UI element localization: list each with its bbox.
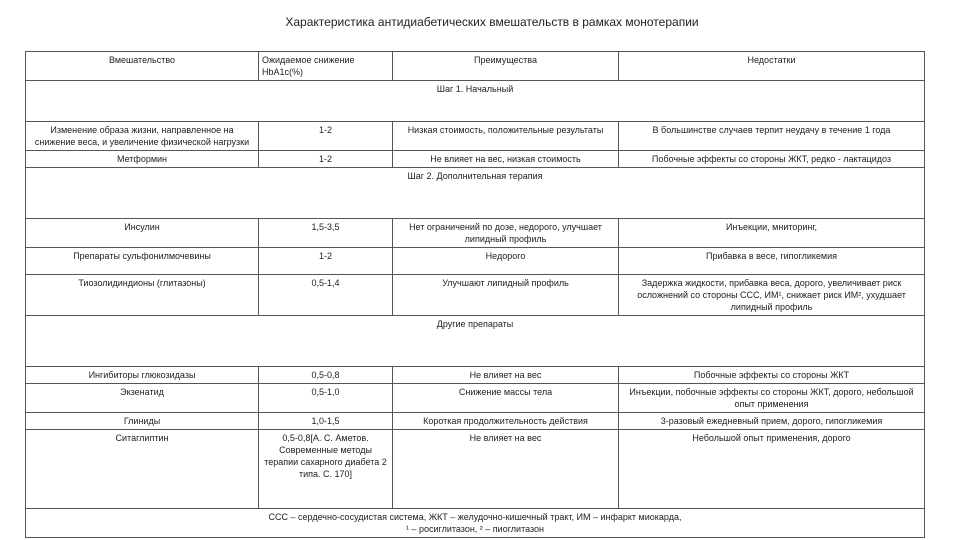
cell-pros: Не влияет на вес, низкая стоимость — [393, 151, 619, 168]
table-row — [26, 248, 925, 275]
table-row — [26, 413, 925, 430]
header-intervention: Вмешательство — [26, 52, 259, 81]
cell-cons: Побочные эффекты со стороны ЖКТ, редко - лактацидоз — [619, 151, 925, 168]
cell-intervention: Тиозолидиндионы (глитазоны) — [26, 275, 259, 316]
table-row — [26, 219, 925, 248]
header-cons: Недостатки — [619, 52, 925, 81]
document-title: Характеристика антидиабетических вмешательств в рамках монотерапии — [285, 15, 699, 29]
table-row — [26, 384, 925, 413]
cell-cons: Задержка жидкости, прибавка веса, дорого, увеличивает риск осложнений со стороны ССС, ИМ¹, снижает риск ИМ², ухудшает липидный профиль — [619, 275, 925, 316]
section-label: Другие препараты — [26, 316, 925, 367]
cell-reduction: 1,0-1,5 — [259, 413, 393, 430]
footnote-line-2: ¹ – росиглитазон, ² – пиоглитазон — [405, 524, 545, 534]
cell-reduction: 1-2 — [259, 248, 393, 275]
cell-reduction: 0,5-1,4 — [259, 275, 393, 316]
cell-reduction: 0,5-0,8 — [259, 367, 393, 384]
cell-intervention: Препараты сульфонилмочевины — [26, 248, 259, 275]
cell-pros: Улучшают липидный профиль — [393, 275, 619, 316]
cell-pros: Недорого — [393, 248, 619, 275]
cell-intervention: Глиниды — [26, 413, 259, 430]
section-row — [26, 168, 925, 219]
section-label: Шаг 1. Начальный — [26, 81, 925, 122]
cell-reduction: 0,5-0,8[А. С. Аметов. Современные методы терапии сахарного диабета 2 типа. С. 170] — [259, 430, 393, 509]
therapy-table — [25, 51, 925, 538]
cell-pros: Короткая продолжительность действия — [393, 413, 619, 430]
cell-intervention: Экзенатид — [26, 384, 259, 413]
cell-reduction: 1-2 — [259, 151, 393, 168]
cell-cons: Инъекции, мниторинг, — [619, 219, 925, 248]
cell-cons: Побочные эффекты со стороны ЖКТ — [619, 367, 925, 384]
cell-reduction: 1-2 — [259, 122, 393, 151]
table-row — [26, 151, 925, 168]
section-row — [26, 81, 925, 122]
cell-pros: Не влияет на вес — [393, 367, 619, 384]
cell-intervention: Инсулин — [26, 219, 259, 248]
cell-intervention: Метформин — [26, 151, 259, 168]
table-row — [26, 430, 925, 509]
table-row — [26, 122, 925, 151]
section-label: Шаг 2. Дополнительная терапия — [26, 168, 925, 219]
header-pros: Преимущества — [393, 52, 619, 81]
cell-pros: Нет ограничений по дозе, недорого, улучшает липидный профиль — [393, 219, 619, 248]
cell-cons: Инъекции, побочные эффекты со стороны ЖКТ, дорого, небольшой опыт применения — [619, 384, 925, 413]
cell-cons: В большинстве случаев терпит неудачу в течение 1 года — [619, 122, 925, 151]
cell-pros: Низкая стоимость, положительные результаты — [393, 122, 619, 151]
section-row — [26, 316, 925, 367]
cell-cons: Прибавка в весе, гипогликемия — [619, 248, 925, 275]
cell-cons: 3-разовый ежедневный прием, дорого, гипогликемия — [619, 413, 925, 430]
cell-reduction: 1,5-3,5 — [259, 219, 393, 248]
table-row — [26, 275, 925, 316]
cell-intervention: Ингибиторы глюкозидазы — [26, 367, 259, 384]
cell-intervention: Ситаглиптин — [26, 430, 259, 509]
cell-cons: Небольшой опыт применения, дорого — [619, 430, 925, 509]
cell-intervention: Изменение образа жизни, направленное на снижение веса, и увеличение физической нагрузки — [26, 122, 259, 151]
footnote-row — [26, 509, 925, 538]
cell-pros: Не влияет на вес — [393, 430, 619, 509]
header-reduction: Ожидаемое снижение HbA1c(%) — [259, 52, 393, 81]
table-header-row — [26, 52, 925, 81]
footnote-line-1: ССС – сердечно-сосудистая система, ЖКТ – желудочно-кишечный тракт, ИМ – инфаркт миокарда, — [268, 512, 682, 522]
footnote — [26, 509, 925, 538]
cell-reduction: 0,5-1,0 — [259, 384, 393, 413]
table-row — [26, 367, 925, 384]
cell-pros: Снижение массы тела — [393, 384, 619, 413]
